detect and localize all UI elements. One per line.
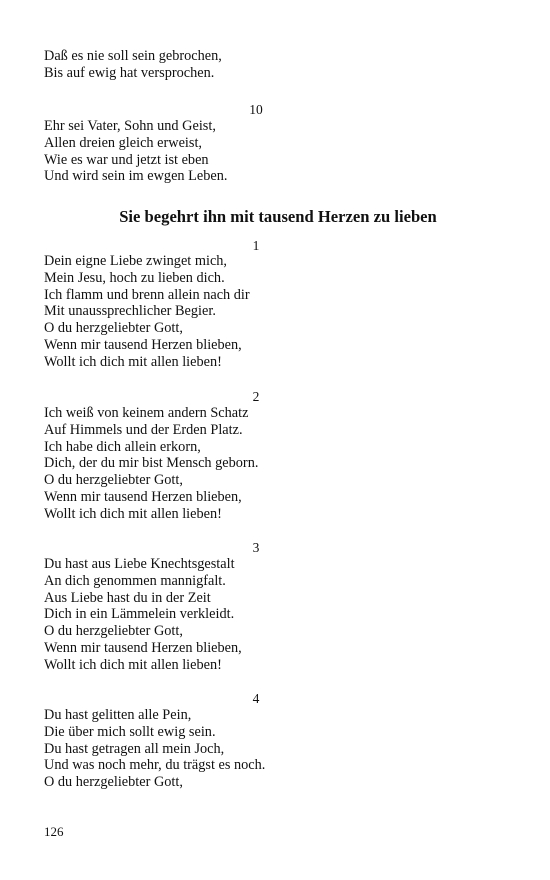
verse-line: Bis auf ewig hat versprochen. xyxy=(44,64,215,81)
verse-line: Du hast getragen all mein Joch, xyxy=(44,740,225,757)
page-number: 126 xyxy=(44,824,64,839)
stanza-1 xyxy=(44,253,250,371)
verse-line: Und was noch mehr, du trägst es noch. xyxy=(44,757,266,774)
verse-line: Mein Jesu, hoch zu lieben dich. xyxy=(44,269,225,286)
verse-line: An dich genommen mannigfalt. xyxy=(44,572,226,589)
verse-line: Daß es nie soll sein gebrochen, xyxy=(44,48,222,64)
verse-line: Die über mich sollt ewig sein. xyxy=(44,723,216,740)
verse-line: Dich in ein Lämmelein verkleidt. xyxy=(44,606,235,623)
verse-line: O du herzgeliebter Gott, xyxy=(44,320,183,337)
verse-line: Ich habe dich allein erkorn, xyxy=(44,438,201,455)
verse-line: Aus Liebe hast du in der Zeit xyxy=(44,589,211,606)
stanza-number: 4 xyxy=(252,691,260,706)
verse-line: Allen dreien gleich erweist, xyxy=(44,134,202,151)
stanza-2 xyxy=(44,405,258,523)
stanza-4 xyxy=(44,707,265,791)
hymn-title: Sie begehrt ihn mit tausend Herzen zu lieben xyxy=(119,207,437,226)
verse-line: Wollt ich dich mit allen lieben! xyxy=(44,505,222,522)
stanza-number: 1 xyxy=(252,238,260,253)
stanza-10 xyxy=(44,118,227,185)
verse-line: Und wird sein im ewgen Leben. xyxy=(44,168,228,185)
verse-line: Dein eigne Liebe zwinget mich, xyxy=(44,253,228,269)
verse-line: Wenn mir tausend Herzen blieben, xyxy=(44,488,242,505)
verse-line: Du hast aus Liebe Knechtsgestalt xyxy=(44,556,235,572)
stanza-number: 2 xyxy=(252,389,260,404)
verse-line: O du herzgeliebter Gott, xyxy=(44,774,183,791)
verse-line: Du hast gelitten alle Pein, xyxy=(44,707,192,723)
verse-line: Wollt ich dich mit allen lieben! xyxy=(44,353,222,370)
verse-line: Ehr sei Vater, Sohn und Geist, xyxy=(44,118,216,134)
stanza-9-tail xyxy=(44,48,222,82)
verse-line: Auf Himmels und der Erden Platz. xyxy=(44,421,243,438)
verse-line: Ich flamm und brenn allein nach dir xyxy=(44,286,250,303)
verse-line: Wenn mir tausend Herzen blieben, xyxy=(44,639,242,656)
verse-line: Wollt ich dich mit allen lieben! xyxy=(44,656,222,673)
verse-line: O du herzgeliebter Gott, xyxy=(44,472,183,489)
verse-line: Dich, der du mir bist Mensch geborn. xyxy=(44,455,259,472)
verse-line: Mit unaussprechlicher Begier. xyxy=(44,303,216,320)
verse-line: Wenn mir tausend Herzen blieben, xyxy=(44,336,242,353)
verse-line: O du herzgeliebter Gott, xyxy=(44,623,183,640)
stanza-number: 10 xyxy=(249,102,263,117)
stanza-number: 3 xyxy=(252,540,260,555)
verse-line: Ich weiß von keinem andern Schatz xyxy=(44,405,249,421)
verse-line: Wie es war und jetzt ist eben xyxy=(44,151,209,168)
stanza-3 xyxy=(44,556,242,674)
